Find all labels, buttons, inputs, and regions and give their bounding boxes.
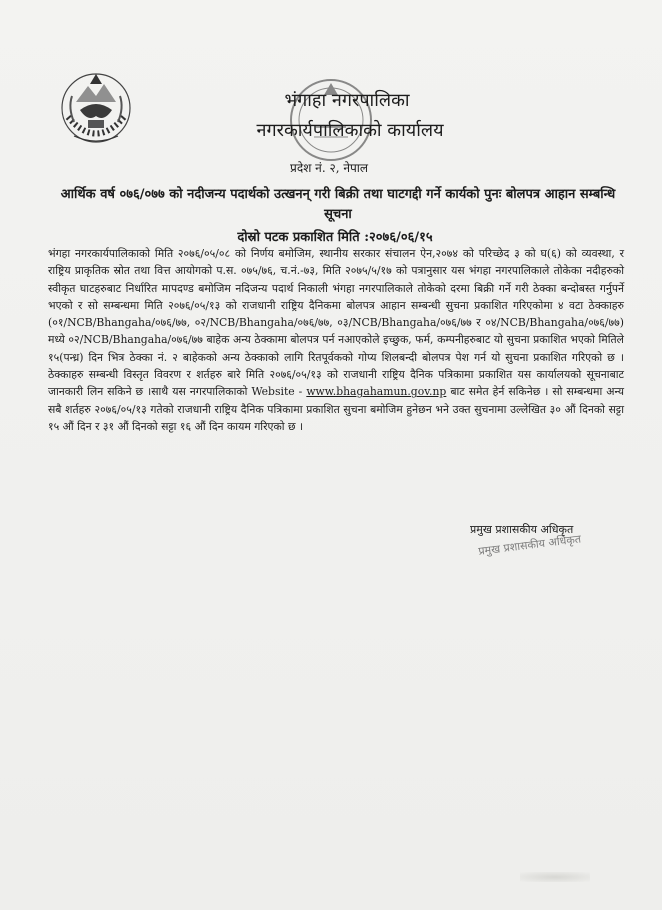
notice-body-part-2: बाट समेत हेर्न सकिनेछ । सो सम्बन्धमा अन्य सबै शर्तहरु २०७६/०५/१३ गतेको राजधानी राष्ट्रिय दैनिक पत्रिकामा प्रकाशित सुचना बमोजिम हुनेछन भने उक्त सुचनामा उल्लेखित ३० औं दिनको सट्टा १५ औं दिन र ३१ औं दिनको सट्टा १६ औं दिन कायम गरिएको छ । (48, 385, 624, 433)
notice-title: आर्थिक वर्ष ०७६/०७७ को नदीजन्य पदार्थको उत्खनन् गरी बिक्री तथा घाटगद्दी गर्ने कार्यको पुनः बोलपत्र आहान सम्बन्धि सूचना (60, 187, 616, 222)
publish-date-line: दोस्रो पटक प्रकाशित मिति :२०७६/०६/१५ (237, 230, 433, 245)
signatory-title: प्रमुख प्रशासकीय अधिकृत (470, 523, 574, 536)
province-line: प्रदेश नं. २, नेपाल (290, 161, 369, 175)
website-link[interactable]: www.bhagahamun.gov.np (306, 385, 447, 399)
signatory-stamp: प्रमुख प्रशासकीय अधिकृत (477, 532, 582, 558)
nepal-emblem-icon (58, 62, 134, 156)
office-subtitle: नगरकार्यपालिकाको कार्यालय (256, 120, 444, 141)
office-name: भंगाहा नगरपालिका (284, 90, 410, 111)
paper-smudge (520, 872, 590, 882)
notice-body (48, 245, 624, 435)
notice-body-part-1: भंगहा नगरकार्यपालिकाको मिति २०७६/०५/०८ को निर्णय बमोजिम, स्थानीय सरकार संचालन ऐन,२०७४ को परिच्छेद ३ को घ(६) को व्यवस्था, र राष्ट्रिय प्राकृतिक स्रोत तथा वित्त आयोगको प.स. ०७५/७६, च.नं.-७३, मिति २०७५/५/१७ को पत्रानुसार यस भंगहा नगरपालिकाले तोकेका नदीहरुको स्वीकृत घाटहरुबाट निर्धारित मापदण्ड बमोजिम नदिजन्य पदार्थ निकाली भंगहा नगरपालिकाले तोकेको दरमा बिक्री गर्ने गरी ठेक्का बन्दोबस्त गर्नुपर्ने भएको र सो सम्बन्धमा मिति २०७६/०५/१३ को राजधानी राष्ट्रिय दैनिकमा बोलपत्र आहान सम्बन्धी सुचना प्रकाशित गरिएकोमा ४ वटा ठेक्काहरु (०१/NCB/Bhangaha/०७६/७७, ०२/NCB/Bhangaha/०७६/७७, ०३/NCB/Bhangaha/०७६/७७ र ०४/NCB/Bhangaha/०७६/७७) मध्ये ०२/NCB/Bhangaha/०७६/७७ बाहेक अन्य ठेक्कामा बोलपत्र पर्न नआएकोले इच्छुक, फर्म, कम्पनीहरुबाट यो सुचना प्रकाशित भएको मितिले १५(पन्ध्र) दिन भित्र ठेक्का नं. २ बाहेकको अन्य ठेक्काको लागि रितपूर्वकको गोप्य शिलबन्दी बोलपत्र पेश गर्न यो सुचना प्रकाशित गरिएको छ ।ठेक्काहरु सम्बन्धी विस्तृत विवरण र शर्तहरु बारे मिति २०७६/०५/१३ को राजधानी राष्ट्रिय दैनिक पत्रिकामा प्रकाशित यस कार्यालयको सूचनाबाट जानकारी लिन सकिने छ ।साथै यस नगरपालिकाको Website - (48, 247, 624, 399)
